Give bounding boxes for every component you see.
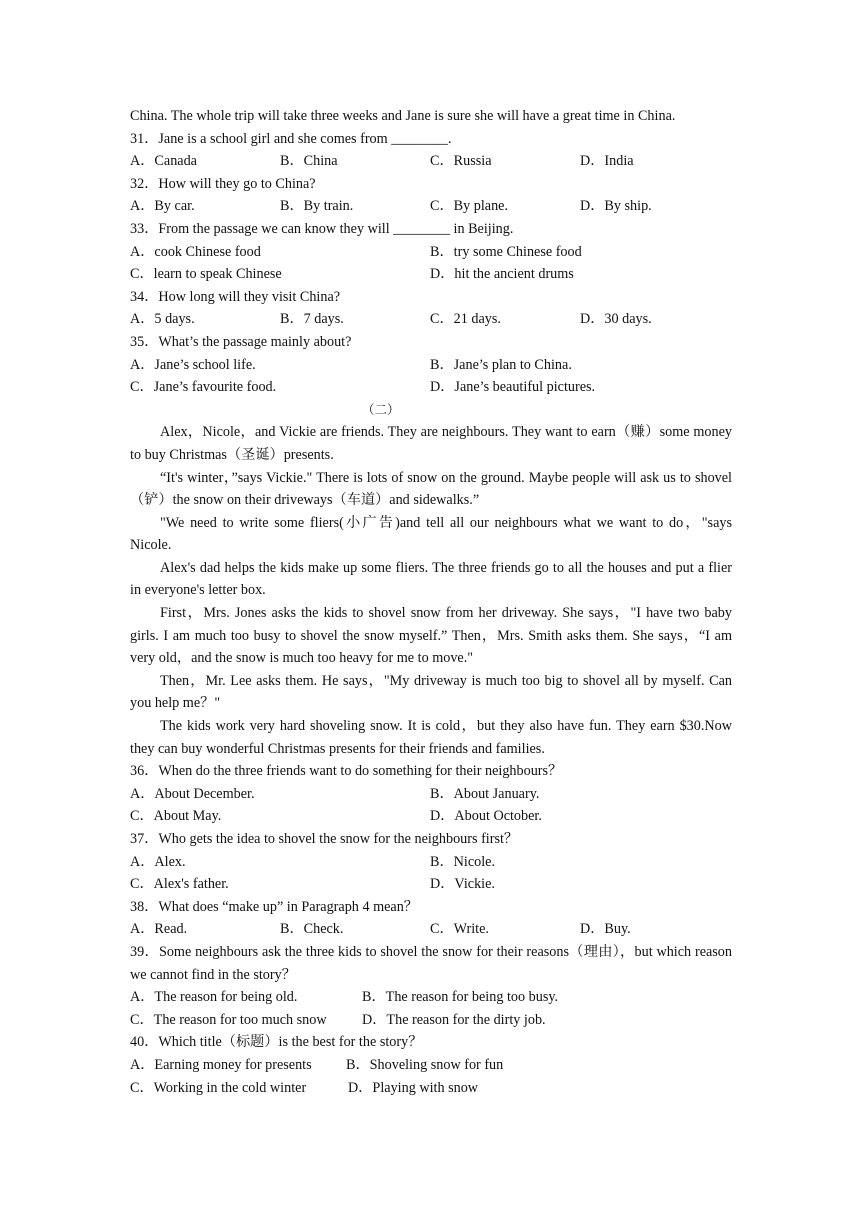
option-d: D．Buy. — [580, 921, 631, 938]
section-heading: （二） — [362, 401, 400, 417]
question-38-stem: 38．What does “make up” in Paragraph 4 mean？ — [130, 898, 418, 915]
page-content — [130, 105, 732, 1099]
question-31-options — [130, 150, 732, 173]
question-32-options — [130, 195, 732, 218]
option-d: D．Playing with snow — [348, 1079, 479, 1096]
option-a: A．About December. — [130, 785, 255, 802]
passage-paragraph: "We need to write some fliers(小广告)and tell all our neighbours what we want to do，"says Nicole. — [130, 514, 732, 554]
question-38-options — [130, 918, 732, 941]
passage-paragraph: Alex's dad helps the kids make up some fliers. The three friends go to all the houses and put a flier in everyone's letter box. — [130, 559, 732, 599]
option-c: C．The reason for too much snow — [130, 1011, 327, 1028]
question-39-options-row1 — [130, 986, 732, 1009]
question-37-options-row2 — [130, 873, 732, 896]
passage-continuation: China. The whole trip will take three weeks and Jane is sure she will have a great time in China. — [130, 108, 676, 124]
question-36-options-row1 — [130, 783, 732, 806]
option-a: A．5 days. — [130, 311, 195, 328]
option-c: C．Working in the cold winter — [130, 1079, 307, 1096]
option-c: C．Alex's father. — [130, 876, 229, 893]
option-b: B．7 days. — [280, 311, 344, 328]
option-d: D．Vickie. — [430, 876, 495, 893]
option-c: C．Write. — [430, 921, 489, 938]
question-33-stem: 33．From the passage we can know they will ________ in Beijing. — [130, 220, 514, 237]
option-a: A．Jane’s school life. — [130, 356, 256, 373]
option-d: D．By ship. — [580, 198, 652, 215]
option-c: C．Russia — [430, 153, 492, 170]
option-c: C．About May. — [130, 808, 222, 825]
passage-paragraph: The kids work very hard shoveling snow. It is cold，but they also have fun. They earn $30.Now they can buy wonderful Christmas presents for their friends and families. — [130, 718, 732, 757]
option-b: B．By train. — [280, 198, 354, 215]
option-a: A．Read. — [130, 921, 188, 938]
option-c: C．learn to speak Chinese — [130, 266, 282, 283]
option-b: B．Nicole. — [430, 853, 496, 870]
passage-paragraph: Then，Mr. Lee asks them. He says，"My driveway is much too big to shovel all by myself. Can you help me？" — [130, 672, 732, 712]
option-a: A．cook Chinese food — [130, 243, 261, 260]
passage-paragraph: First，Mrs. Jones asks the kids to shovel snow from her driveway. She says，"I have two baby girls. I am much too busy to shovel the snow myself.” Then，Mrs. Smith asks them. She says，“I am very old，and the snow is much too heavy for me to move." — [130, 605, 732, 667]
option-a: A．The reason for being old. — [130, 989, 298, 1006]
question-34-stem: 34．How long will they visit China? — [130, 288, 341, 305]
option-b: B．Jane’s plan to China. — [430, 356, 572, 373]
option-d: D．India — [580, 153, 634, 170]
question-33-options-row1 — [130, 241, 732, 264]
option-b: B．The reason for being too busy. — [362, 989, 559, 1006]
option-b: B．China — [280, 153, 338, 170]
option-d: D．The reason for the dirty job. — [362, 1011, 546, 1028]
option-b: B．try some Chinese food — [430, 243, 582, 260]
passage-paragraph: “It's winter，”says Vickie." There is lots of snow on the ground. Maybe people will ask us to shovel（铲）the snow on their driveways（车道）and sidewalks.” — [130, 469, 732, 509]
option-a: A．Alex. — [130, 853, 186, 870]
question-40-stem: 40．Which title（标题）is the best for the story？ — [130, 1034, 423, 1051]
option-c: C．21 days. — [430, 311, 501, 328]
question-39-stem: 39．Some neighbours ask the three kids to shovel the snow for their reasons（理由），but which reason we cannot find in the story？ — [130, 943, 732, 983]
option-b: B．Check. — [280, 921, 344, 938]
question-40-options-row2 — [130, 1077, 732, 1100]
option-d: D．30 days. — [580, 311, 652, 328]
question-37-stem: 37．Who gets the idea to shovel the snow for the neighbours first？ — [130, 831, 519, 847]
question-37-options-row1 — [130, 851, 732, 874]
question-36-options-row2 — [130, 805, 732, 828]
option-d: D．Jane’s beautiful pictures. — [430, 379, 596, 396]
question-39-options-row2 — [130, 1009, 732, 1032]
option-a: A．Canada — [130, 153, 197, 170]
question-40-options-row1 — [130, 1054, 732, 1077]
option-a: A．Earning money for presents — [130, 1056, 312, 1073]
passage-paragraph: Alex，Nicole，and Vickie are friends. They are neighbours. They want to earn（赚）some money to buy Christmas（圣诞）presents. — [130, 424, 732, 463]
question-36-stem: 36．When do the three friends want to do something for their neighbours？ — [130, 763, 563, 780]
question-31-stem: 31．Jane is a school girl and she comes from ________. — [130, 130, 452, 147]
question-35-options-row2 — [130, 376, 732, 399]
option-c: C．Jane’s favourite food. — [130, 379, 277, 396]
question-33-options-row2 — [130, 263, 732, 286]
option-c: C．By plane. — [430, 198, 509, 215]
question-32-stem: 32．How will they go to China? — [130, 175, 316, 192]
option-b: B．Shoveling snow for fun — [346, 1056, 504, 1073]
option-a: A．By car. — [130, 198, 195, 215]
option-d: D．hit the ancient drums — [430, 266, 574, 283]
question-35-stem: 35．What’s the passage mainly about? — [130, 333, 352, 350]
option-d: D．About October. — [430, 808, 542, 825]
question-34-options — [130, 308, 732, 331]
question-35-options-row1 — [130, 354, 732, 377]
option-b: B．About January. — [430, 785, 540, 802]
